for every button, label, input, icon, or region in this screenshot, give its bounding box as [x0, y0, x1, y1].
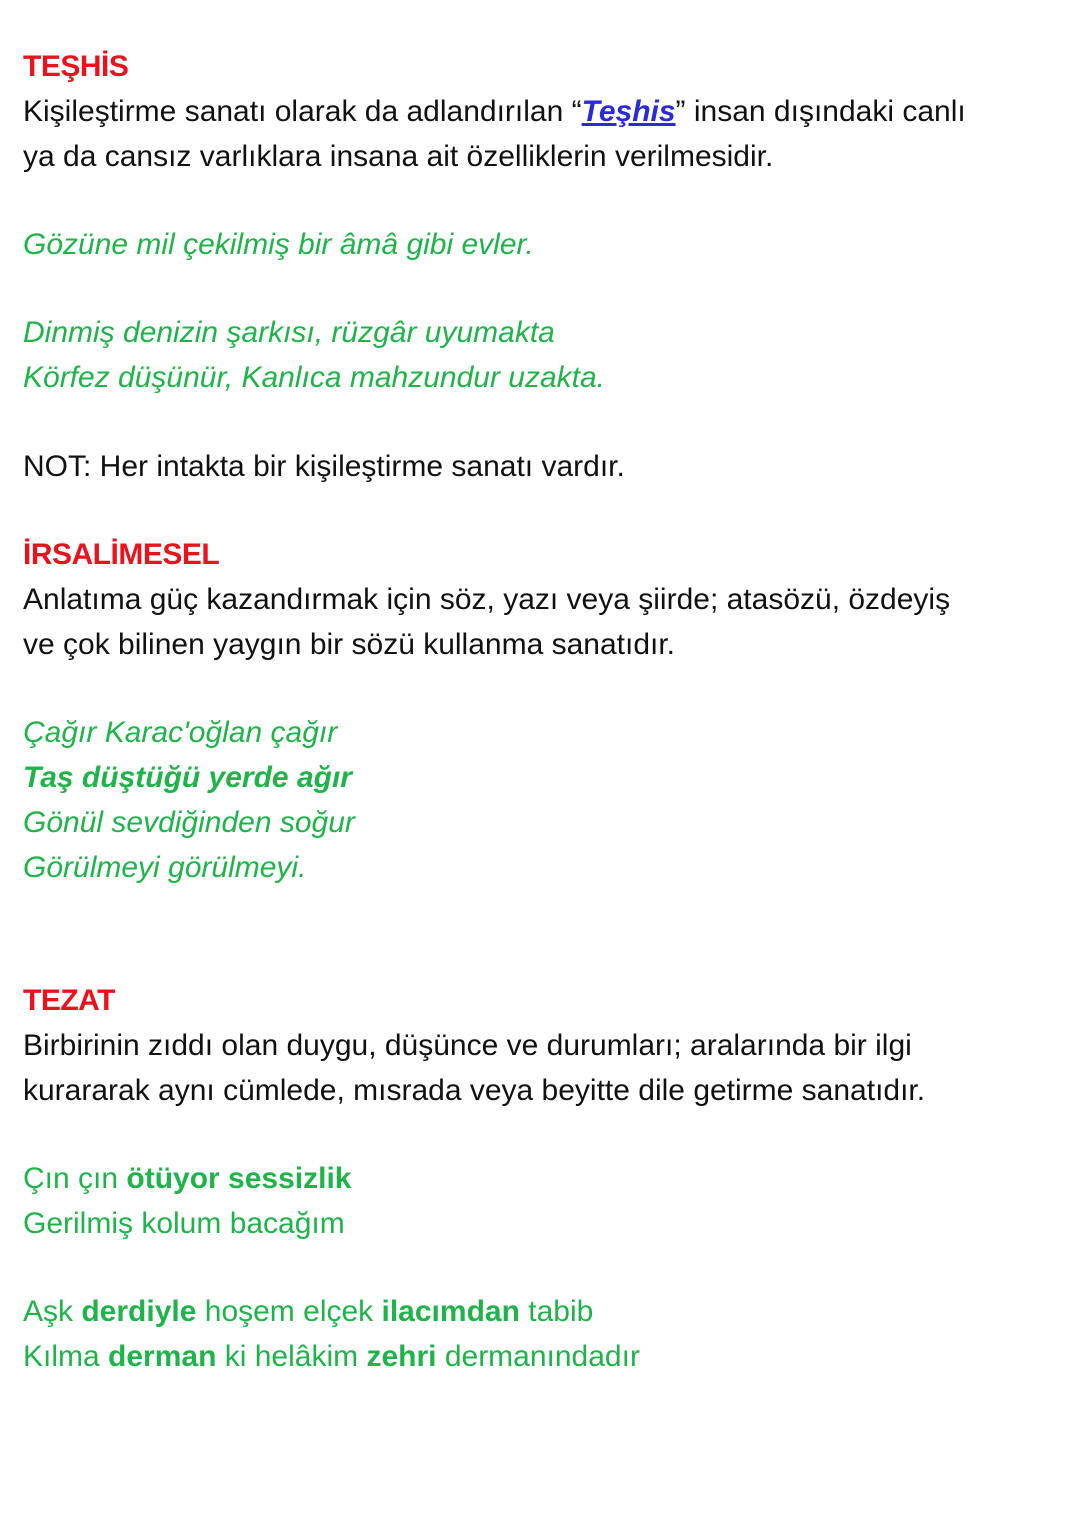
tezat-text: Çın çın	[23, 1162, 127, 1195]
heading-irsalimesel: İRSALİMESEL	[23, 538, 220, 571]
teshis-definition-line-2: ya da cansız varlıklara insana ait özelliklerin verilmesidir.	[23, 140, 774, 173]
teshis-def-text: Kişileştirme sanatı olarak da adlandırılan “	[23, 95, 582, 128]
section-tezat	[23, 978, 1063, 1379]
tezat-text: ki helâkim	[216, 1340, 367, 1373]
teshis-example-2-line-2: Körfez düşünür, Kanlıca mahzundur uzakta.	[23, 361, 606, 394]
irsalimesel-definition-line-2: ve çok bilinen yaygın bir sözü kullanma sanatıdır.	[23, 628, 676, 661]
section-teshis	[23, 44, 1063, 489]
document-page	[23, 44, 1063, 1379]
tezat-text: Aşk	[23, 1295, 82, 1328]
tezat-text: dermanındadır	[436, 1340, 640, 1373]
teshis-link[interactable]: Teşhis	[581, 95, 676, 128]
teshis-definition-line-1	[23, 89, 1063, 134]
tezat-example-1-line-1	[23, 1156, 1063, 1201]
tezat-example-2-line-2	[23, 1334, 1063, 1379]
tezat-text: hoşem elçek	[196, 1295, 382, 1328]
teshis-note: NOT: Her intakta bir kişileştirme sanatı vardır.	[23, 450, 625, 483]
tezat-emphasis: derdiyle	[81, 1295, 197, 1328]
tezat-definition-line-1: Birbirinin zıddı olan duygu, düşünce ve durumları; aralarında bir ilgi	[23, 1029, 912, 1062]
tezat-text: Kılma	[23, 1340, 109, 1373]
teshis-def-text: ” insan dışındaki canlı	[675, 95, 966, 128]
heading-teshis: TEŞHİS	[23, 50, 129, 83]
tezat-definition-line-2: kurararak aynı cümlede, mısrada veya beyitte dile getirme sanatıdır.	[23, 1074, 926, 1107]
irsalimesel-poem-line-4: Görülmeyi görülmeyi.	[23, 851, 307, 884]
tezat-example-1-line-2: Gerilmiş kolum bacağım	[23, 1207, 345, 1240]
tezat-example-2-line-1	[23, 1289, 1063, 1334]
tezat-emphasis: ötüyor sessizlik	[126, 1162, 352, 1195]
irsalimesel-definition-line-1: Anlatıma güç kazandırmak için söz, yazı veya şiirde; atasözü, özdeyiş	[23, 583, 951, 616]
irsalimesel-poem-line-1: Çağır Karac'oğlan çağır	[23, 716, 338, 749]
section-irsalimesel	[23, 532, 1063, 890]
tezat-emphasis: zehri	[366, 1340, 437, 1373]
tezat-text: tabib	[519, 1295, 594, 1328]
teshis-example-2-line-1: Dinmiş denizin şarkısı, rüzgâr uyumakta	[23, 316, 555, 349]
irsalimesel-poem-line-3: Gönül sevdiğinden soğur	[23, 806, 355, 839]
tezat-emphasis: derman	[108, 1340, 217, 1373]
teshis-example-1: Gözüne mil çekilmiş bir âmâ gibi evler.	[23, 228, 534, 261]
heading-tezat: TEZAT	[23, 984, 115, 1017]
irsalimesel-poem-line-2: Taş düştüğü yerde ağır	[23, 761, 352, 794]
tezat-emphasis: ilacımdan	[381, 1295, 520, 1328]
